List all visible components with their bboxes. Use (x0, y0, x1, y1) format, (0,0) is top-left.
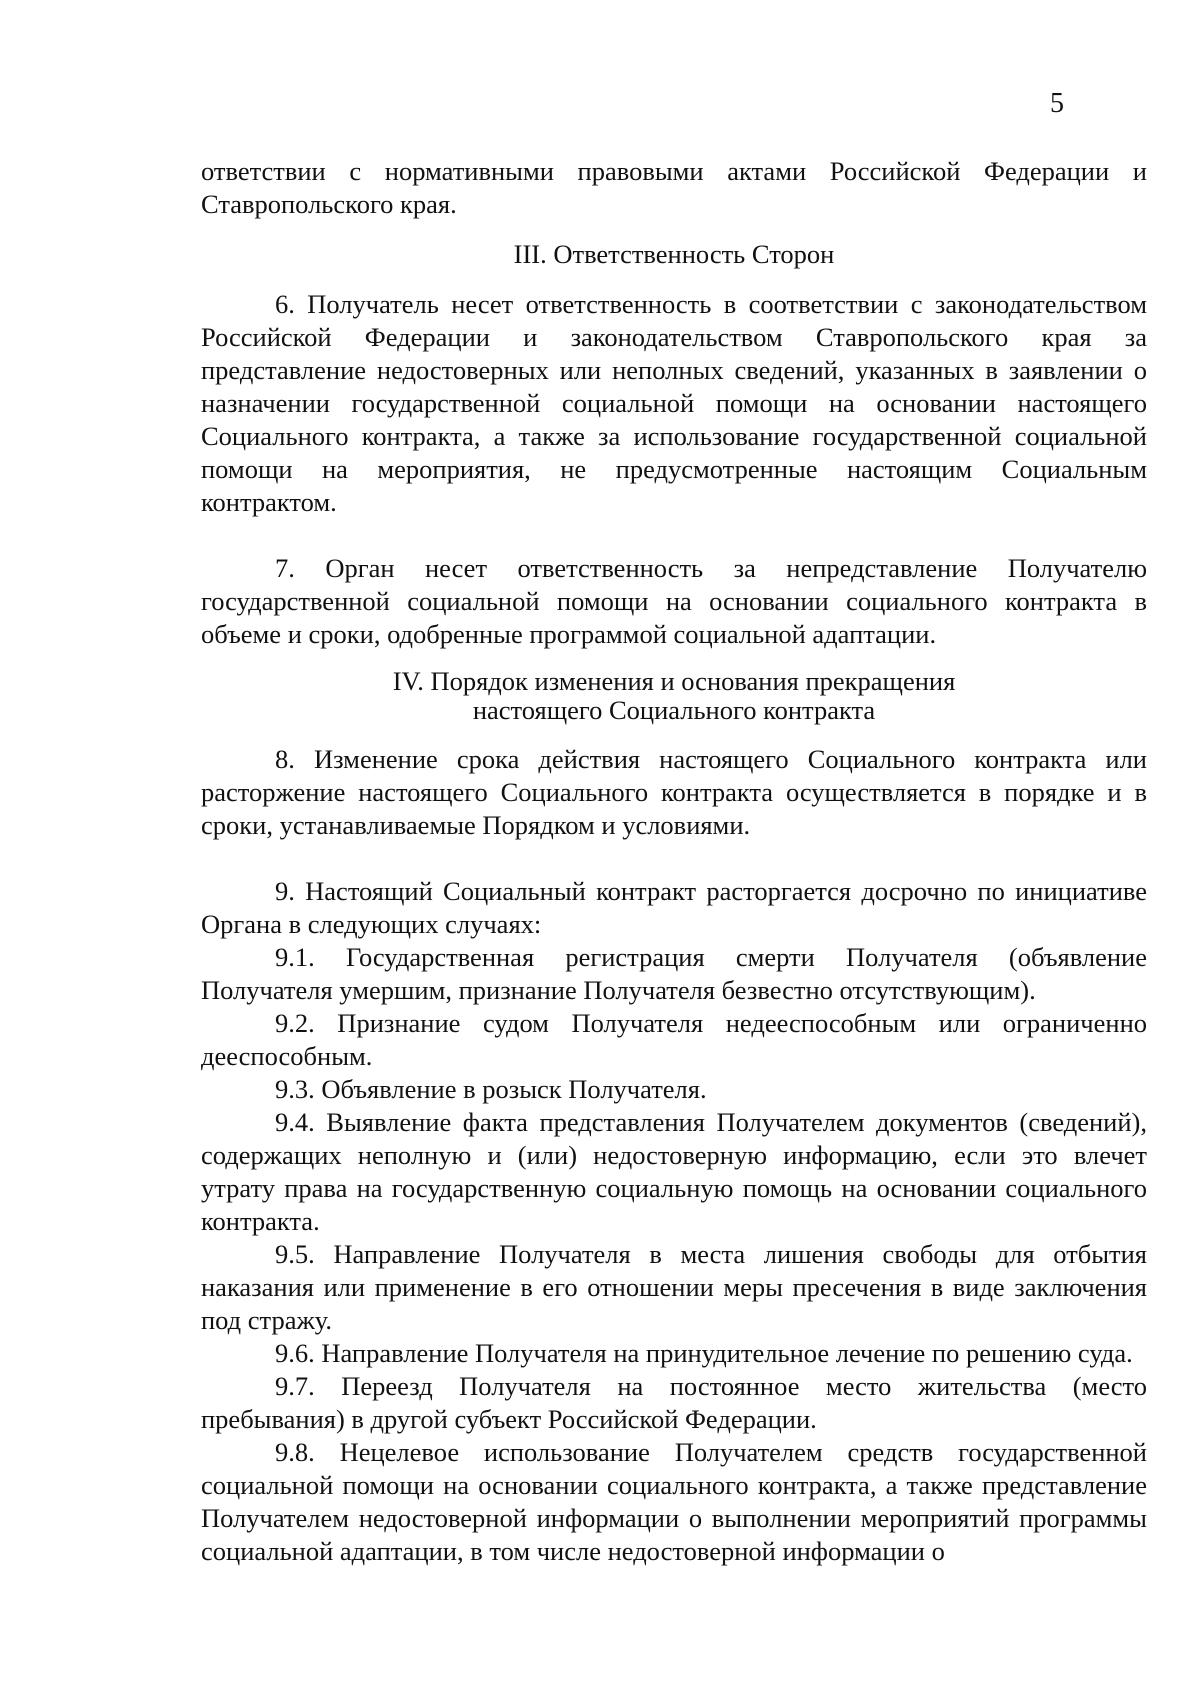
section-4-title-line-1: IV. Порядок изменения и основания прекращения (392, 666, 956, 696)
paragraph-8: 8. Изменение срока действия настоящего Социального контракта или расторжение настоящего Социального контракта осуществляется в порядке и в сроки, устанавливаемые Порядком и условиями. (201, 744, 1147, 840)
intro-paragraph: ответствии с нормативными правовыми актами Российской Федерации и Ставропольского края. (201, 156, 1147, 219)
paragraph-9-1: 9.1. Государственная регистрация смерти Получателя (объявление Получателя умершим, признание Получателя безвестно отсутствующим). (201, 942, 1147, 1005)
paragraph-9-3: 9.3. Объявление в розыск Получателя. (275, 1074, 707, 1104)
paragraph-9-4: 9.4. Выявление факта представления Получателем документов (сведений), содержащих неполную и (или) недостоверную информацию, если это влечет утрату права на государственную социальную помощь на основании социального контракта. (201, 1107, 1147, 1236)
paragraph-9: 9. Настоящий Социальный контракт расторгается досрочно по инициативе Органа в следующих случаях: (201, 876, 1147, 939)
paragraph-9-2: 9.2. Признание судом Получателя недееспособным или ограниченно дееспособным. (201, 1008, 1147, 1071)
document-body (201, 155, 1147, 1568)
page-number: 5 (1050, 88, 1064, 119)
paragraph-9-7: 9.7. Переезд Получателя на постоянное место жительства (место пребывания) в другой субъект Российской Федерации. (201, 1371, 1147, 1434)
paragraph-7: 7. Орган несет ответственность за непредставление Получателю государственной социальной помощи на основании социального контракта в объеме и сроки, одобренные программой социальной адаптации. (201, 553, 1147, 649)
paragraph-9-5: 9.5. Направление Получателя в места лишения свободы для отбытия наказания или применение в его отношении меры пресечения в виде заключения под стражу. (201, 1239, 1147, 1335)
section-4-title-line-2: настоящего Социального контракта (472, 695, 876, 725)
paragraph-6: 6. Получатель несет ответственность в соответствии с законодательством Российской Федерации и законодательством Ставропольского края за представление недостоверных или неполных сведений, указанных в заявлении о назначении государственной социальной помощи на основании настоящего Социального контракта, а также за использование государственной социальной помощи на мероприятия, не предусмотренные настоящим Социальным контрактом. (201, 289, 1147, 517)
section-3-title: III. Ответственность Сторон (513, 239, 835, 269)
section-4-title (201, 667, 1147, 725)
paragraph-9-8: 9.8. Нецелевое использование Получателем средств государственной социальной помощи на основании социального контракта, а также представление Получателем недостоверной информации о выполнении мероприятий программы социальной адаптации, в том числе недостоверной информации о (201, 1437, 1147, 1566)
paragraph-9-6: 9.6. Направление Получателя на принудительное лечение по решению суда. (275, 1338, 1133, 1368)
